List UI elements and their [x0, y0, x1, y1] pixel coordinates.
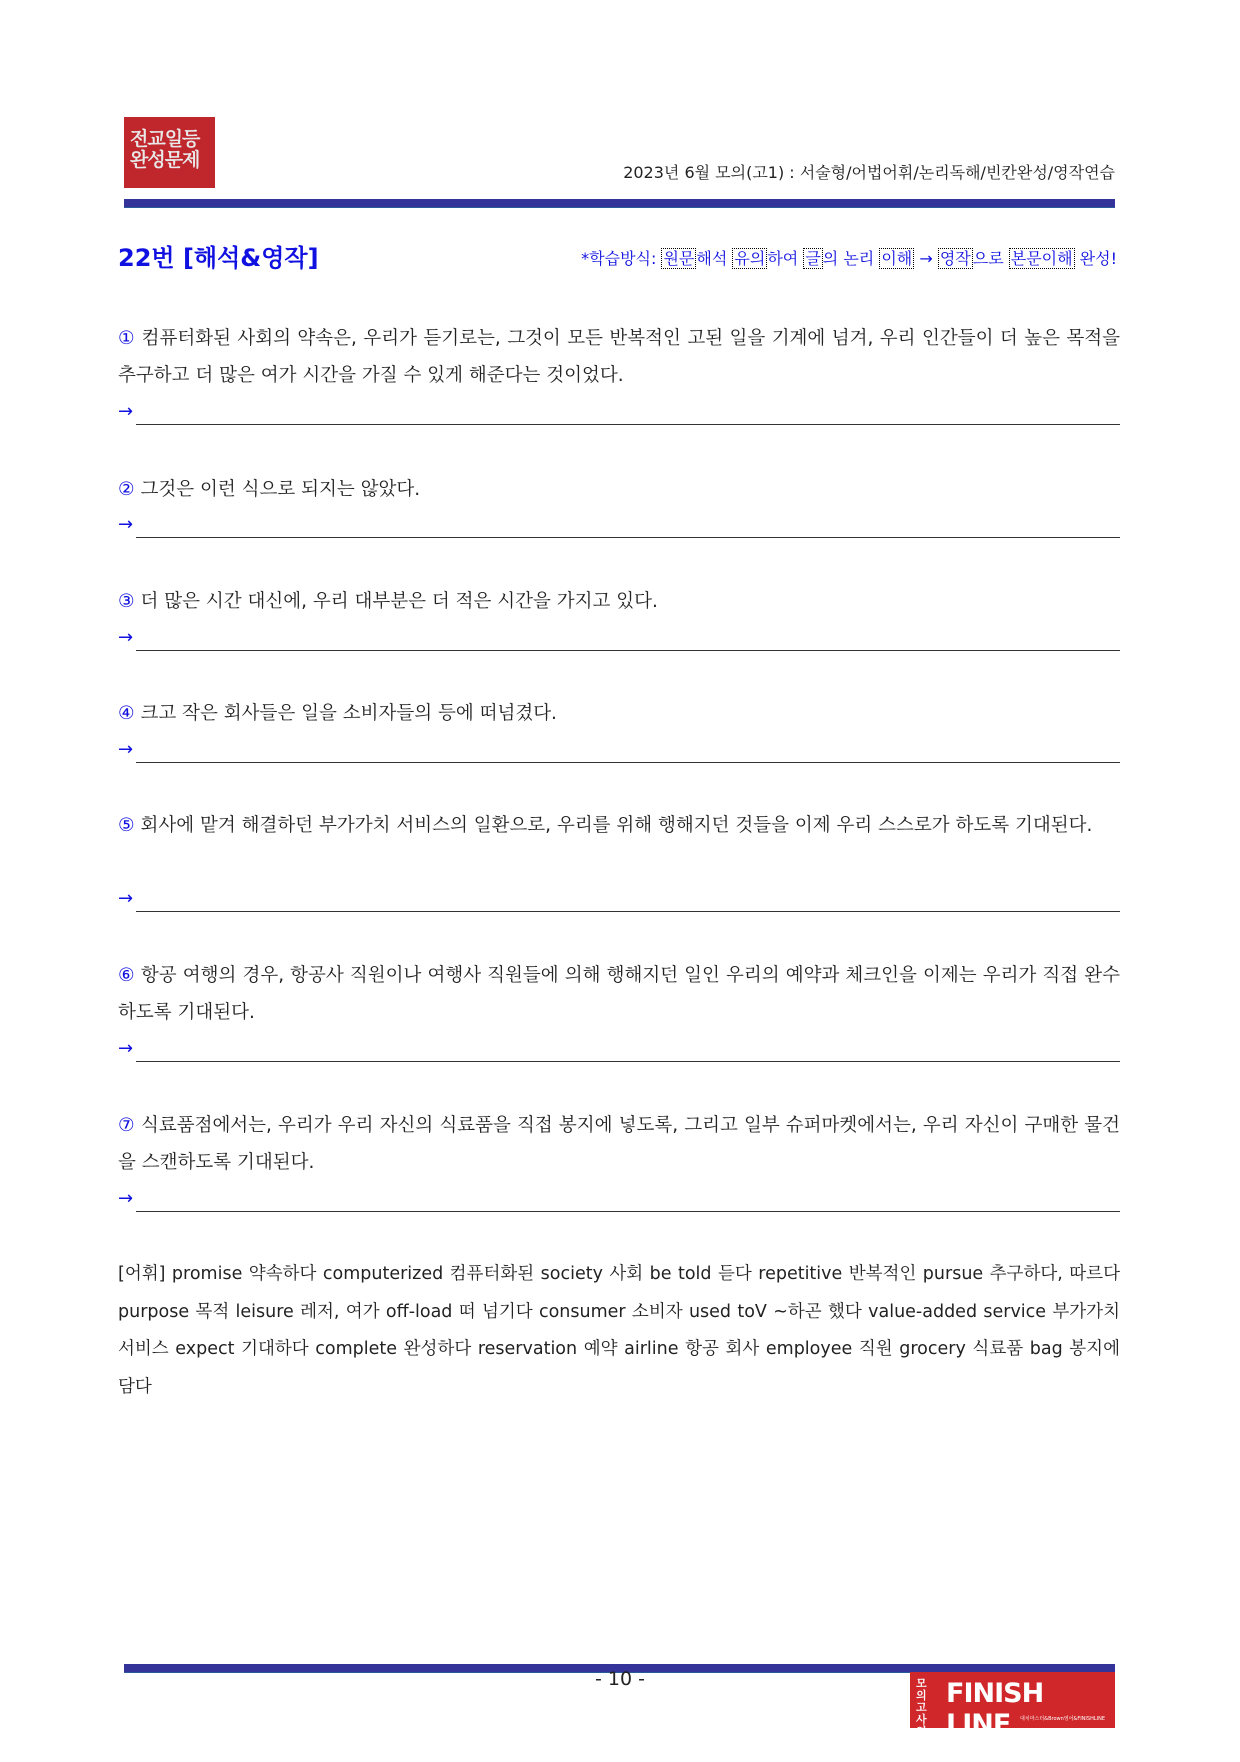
method-box: 유의 — [734, 249, 766, 268]
sentence-2 — [118, 471, 1120, 508]
method-box: 글 — [805, 249, 821, 268]
method-text: 해석 — [696, 249, 733, 268]
arrow-icon: → — [118, 627, 134, 648]
footer-logo-small: 대치마스터&Brown영어&FINISHLINE — [1020, 1716, 1105, 1722]
arrow-icon: → — [118, 739, 134, 760]
answer-line-6[interactable] — [118, 1038, 1120, 1062]
sentence-text: 더 많은 시간 대신에, 우리 대부분은 더 적은 시간을 가지고 있다. — [140, 591, 658, 612]
sentence-number: ④ — [118, 703, 135, 724]
sentence-4 — [118, 695, 1120, 732]
sentence-number: ① — [118, 328, 136, 349]
sentence-number: ⑦ — [118, 1115, 135, 1136]
arrow-icon: → — [118, 401, 134, 422]
answer-underline — [136, 650, 1120, 651]
answer-line-1[interactable] — [118, 401, 1120, 425]
sentence-number: ③ — [118, 591, 135, 612]
vocabulary-list: [어휘] promise 약속하다 computerized 컴퓨터화된 society 사회 be told 듣다 repetitive 반복적인 pursue 추구하다, 따르다 purpose 목적 leisure 레저, 여가 off-load 떠 넘기다 consumer 소비자 used toV ~하곤 했다 value-added service 부가가치서비스 expect 기대하다 complete 완성하다 reservation 예약 airline 항공 회사 employee 직원 grocery 식료품 bag 봉지에 담다 — [118, 1264, 1120, 1397]
sentence-7 — [118, 1107, 1120, 1181]
answer-underline — [136, 911, 1120, 912]
sentence-5 — [118, 807, 1120, 844]
method-box: 본문이해 — [1010, 249, 1073, 268]
sentence-1 — [118, 320, 1120, 394]
footer-logo-ko: 모의고사연구소 — [916, 1677, 927, 1762]
method-box: 영작 — [939, 249, 971, 268]
method-box: 원문 — [663, 249, 695, 268]
sentence-6 — [118, 957, 1120, 1031]
method-box: 이해 — [881, 249, 913, 268]
sentence-3 — [118, 583, 1120, 620]
header-divider — [124, 199, 1115, 208]
page-number: - 10 - — [595, 1668, 645, 1690]
answer-line-3[interactable] — [118, 627, 1120, 651]
method-prefix: *학습방식: — [581, 249, 662, 268]
sentence-number: ⑤ — [118, 815, 135, 836]
arrow-icon: → — [118, 514, 134, 535]
sentence-text: 그것은 이런 식으로 되지는 않았다. — [140, 479, 421, 500]
sentence-text: 식료품점에서는, 우리가 우리 자신의 식료품을 직접 봉지에 넣도록, 그리고 일부 슈퍼마켓에서는, 우리 자신이 구매한 물건을 스캔하도록 기대된다. — [118, 1115, 1120, 1173]
header-subtitle: 2023년 6월 모의(고1) : 서술형/어법어휘/논리독해/빈칸완성/영작연습 — [623, 163, 1115, 182]
sentence-text: 컴퓨터화된 사회의 약속은, 우리가 듣기로는, 그것이 모든 반복적인 고된 일을 기계에 넘겨, 우리 인간들이 더 높은 목적을 추구하고 더 많은 여가 시간을 가질 수 있게 해준다는 것이었다. — [118, 328, 1120, 386]
study-method — [581, 246, 1117, 269]
answer-line-7[interactable] — [118, 1188, 1120, 1212]
answer-underline — [136, 762, 1120, 763]
method-text: → — [914, 249, 938, 268]
sentence-number: ⑥ — [118, 965, 135, 986]
sentence-text: 회사에 맡겨 해결하던 부가가치 서비스의 일환으로, 우리를 위해 행해지던 것들을 이제 우리 스스로가 하도록 기대된다. — [140, 815, 1093, 836]
method-text: 하여 — [767, 249, 804, 268]
sentence-number: ② — [118, 479, 135, 500]
sentence-text: 크고 작은 회사들은 일을 소비자들의 등에 떠넘겼다. — [140, 703, 557, 724]
answer-line-2[interactable] — [118, 514, 1120, 538]
footer-logo-en: FINISH LINE — [946, 1678, 1044, 1740]
question-title: 22번 [해석&영작] — [118, 244, 319, 272]
answer-underline — [136, 537, 1120, 538]
answer-line-5[interactable] — [118, 888, 1120, 912]
arrow-icon: → — [118, 888, 134, 909]
method-text: 의 논리 — [822, 249, 880, 268]
answer-underline — [136, 424, 1120, 425]
answer-line-4[interactable] — [118, 739, 1120, 763]
arrow-icon: → — [118, 1188, 134, 1209]
footer-logo — [910, 1672, 1115, 1762]
sentence-text: 항공 여행의 경우, 항공사 직원이나 여행사 직원들에 의해 행해지던 일인 우리의 예약과 체크인을 이제는 우리가 직접 완수하도록 기대된다. — [118, 965, 1121, 1023]
arrow-icon: → — [118, 1038, 134, 1059]
brand-logo: 전교일등 완성문제 — [124, 117, 215, 188]
answer-underline — [136, 1061, 1120, 1062]
method-text: 완성! — [1074, 249, 1117, 268]
answer-underline — [136, 1211, 1120, 1212]
method-text: 으로 — [972, 249, 1009, 268]
